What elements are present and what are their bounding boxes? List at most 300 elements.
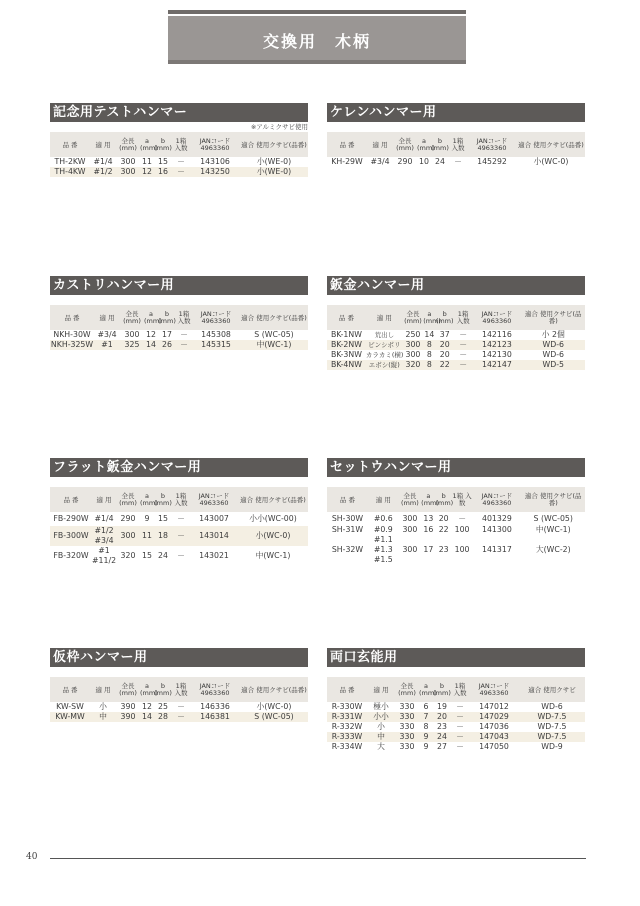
- cell: R-331W: [331, 712, 363, 721]
- col-header: 品 番: [63, 495, 79, 504]
- cell: [368, 545, 399, 565]
- cell: 320: [120, 551, 136, 560]
- cell: WD-7.5: [537, 722, 567, 731]
- cell: #1/4: [93, 157, 113, 166]
- table-header-row: [50, 677, 308, 702]
- cell: 142123: [482, 340, 512, 349]
- cell: 9: [423, 742, 429, 751]
- cell: 小: [377, 722, 385, 731]
- col-header: 適 用: [96, 495, 112, 504]
- col-header: b (mm): [433, 682, 451, 697]
- cell: 37: [439, 330, 450, 339]
- cell: 142116: [482, 330, 512, 339]
- col-header: 適 用: [95, 140, 111, 149]
- table-header-row: [327, 677, 585, 702]
- cell: 小小(WC-00): [249, 514, 297, 523]
- cell: 290: [397, 157, 413, 166]
- cell: －: [177, 157, 185, 166]
- col-header: a (mm): [140, 492, 158, 507]
- col-header: 品 番: [62, 140, 78, 149]
- cell: 17: [423, 545, 434, 554]
- cell: 12: [142, 702, 152, 711]
- table-row: [327, 702, 585, 712]
- cell: 中(WC-1): [255, 551, 291, 560]
- cell: KH-29W: [331, 157, 363, 166]
- cell: 145308: [201, 330, 231, 339]
- col-header: 1箱 入数: [456, 310, 470, 325]
- table-row: [327, 350, 585, 360]
- col-header: 1箱 入数: [177, 310, 191, 325]
- cell: －: [180, 340, 188, 349]
- cell: 300: [405, 340, 421, 349]
- cell: 荒出し: [374, 331, 395, 339]
- cell: KW-MW: [55, 712, 85, 721]
- applicable-line: #3/4: [94, 536, 114, 545]
- col-header: 適合 使用クサビ(品番): [241, 313, 307, 322]
- col-header: a (mm): [144, 310, 162, 325]
- table-row: [50, 702, 308, 712]
- cell: 250: [405, 330, 421, 339]
- table-row: [50, 712, 308, 722]
- table-header-row: [50, 487, 308, 512]
- col-header: 適合 使用クサビ(品番): [518, 140, 584, 149]
- section-kinen: [50, 103, 308, 177]
- cell: カラカミ(横): [365, 351, 404, 359]
- table-row: [50, 157, 308, 167]
- spec-table: [327, 487, 585, 565]
- cell: 16: [423, 525, 434, 534]
- cell: 300: [405, 350, 421, 359]
- cell: KW-SW: [56, 702, 84, 711]
- cell: 143021: [199, 551, 229, 560]
- table-row: [50, 330, 308, 340]
- cell: －: [459, 340, 468, 349]
- cell: 401329: [482, 513, 512, 523]
- col-header: 1箱 入数: [174, 137, 188, 152]
- table-row: [50, 526, 308, 546]
- cell: S (WC-05): [254, 330, 294, 339]
- cell: －: [454, 157, 462, 166]
- table-row: [50, 167, 308, 177]
- cell: 24: [437, 732, 447, 741]
- cell: －: [180, 330, 188, 339]
- col-header: 適合 使用クサビ(品番): [524, 492, 582, 507]
- col-header: 1箱 入数: [453, 682, 467, 697]
- cell: －: [456, 742, 464, 751]
- cell: 20: [439, 350, 450, 359]
- table-row: [327, 545, 585, 565]
- spec-table: [327, 305, 585, 370]
- cell: [92, 546, 116, 566]
- cell: 19: [437, 702, 447, 711]
- cell: 18: [158, 531, 168, 540]
- cell: 8: [426, 340, 432, 349]
- cell: 325: [124, 340, 140, 349]
- cell: #3/4: [370, 157, 390, 166]
- cell: 141300: [482, 525, 512, 534]
- cell: 20: [438, 513, 449, 523]
- cell: －: [177, 702, 185, 711]
- cell: 23: [438, 545, 449, 554]
- cell: 300: [124, 330, 140, 339]
- section-title: フラット鈑金ハンマー用: [50, 458, 308, 477]
- cell: BK-4NW: [330, 360, 362, 369]
- cell: 小(WC-0): [256, 702, 292, 711]
- cell: 300: [402, 525, 418, 534]
- cell: －: [177, 531, 185, 540]
- col-header: 適 用: [375, 495, 391, 504]
- cell: 26: [162, 340, 172, 349]
- table-header-row: [50, 305, 308, 330]
- col-header: 全長 (mm): [404, 310, 422, 325]
- col-header: a (mm): [423, 310, 441, 325]
- cell: 300: [120, 157, 136, 166]
- cell: FB-290W: [53, 514, 89, 523]
- cell: 12: [142, 167, 152, 176]
- section-flat: [50, 458, 308, 566]
- cell: 小(WC-0): [255, 531, 291, 540]
- cell: 極小: [373, 702, 389, 711]
- table-row: [327, 340, 585, 350]
- cell: 小(WE-0): [256, 167, 292, 176]
- col-header: 適 用: [372, 140, 388, 149]
- cell: S (WC-05): [533, 513, 573, 523]
- cell: －: [459, 350, 468, 359]
- col-header: b (mm): [154, 682, 172, 697]
- cell: WD-6: [541, 702, 563, 711]
- section-title: 記念用テストハンマー: [50, 103, 308, 122]
- spec-table: [50, 487, 308, 566]
- col-header: 適合 使用クサビ: [528, 685, 576, 694]
- cell: 300: [402, 513, 418, 523]
- col-header: a (mm): [419, 682, 437, 697]
- section-title: セットウハンマー用: [327, 458, 585, 477]
- cell: 13: [423, 513, 434, 523]
- col-header: JANコード 4963360: [481, 310, 513, 325]
- col-header: a (mm): [421, 492, 439, 507]
- cell: BK-3NW: [330, 350, 362, 359]
- cell: 27: [437, 742, 447, 751]
- cell: TH-2KW: [54, 157, 86, 166]
- section-title: 鈑金ハンマー用: [327, 276, 585, 295]
- table-row: [327, 330, 585, 340]
- col-header: JANコード 4963360: [199, 682, 231, 697]
- section-settou: [327, 458, 585, 565]
- col-header: 全長 (mm): [398, 682, 416, 697]
- col-header: JANコード 4963360: [198, 492, 230, 507]
- banner-title: 交換用 木柄: [262, 31, 371, 51]
- col-header: 適 用: [376, 313, 392, 322]
- cell: 330: [399, 702, 415, 711]
- col-header: 品 番: [339, 140, 355, 149]
- cell: #1/2: [93, 167, 113, 176]
- col-header: 適 用: [99, 313, 115, 322]
- col-header: 全長 (mm): [396, 137, 414, 152]
- cell: －: [456, 712, 464, 721]
- cell: 143250: [200, 167, 230, 176]
- cell: 20: [437, 712, 447, 721]
- cell: WD-7.5: [537, 732, 567, 741]
- cell: 143014: [199, 531, 229, 540]
- col-header: 適合 使用クサビ(品番): [241, 140, 307, 149]
- cell: S (WC-05): [254, 712, 294, 721]
- cell: －: [456, 702, 464, 711]
- cell: R-332W: [331, 722, 363, 731]
- cell: －: [456, 732, 464, 741]
- cell: 330: [399, 742, 415, 751]
- applicable-line: #11/2: [92, 556, 117, 565]
- col-header: b (mm): [431, 137, 449, 152]
- table-row: [327, 360, 585, 370]
- cell: 300: [402, 545, 418, 554]
- cell: R-333W: [331, 732, 363, 741]
- cell: 14: [142, 712, 152, 721]
- cell: WD-6: [542, 340, 564, 349]
- spec-table: [327, 132, 585, 167]
- col-header: JANコード 4963360: [476, 137, 508, 152]
- cell: FB-300W: [53, 531, 89, 540]
- section-title: 仮枠ハンマー用: [50, 648, 308, 667]
- section-keren: [327, 103, 585, 167]
- section-kasutori: [50, 276, 308, 350]
- cell: 小(WE-0): [256, 157, 292, 166]
- cell: 330: [399, 712, 415, 721]
- cell: 25: [158, 702, 168, 711]
- col-header: 品 番: [64, 313, 80, 322]
- col-header: 全長 (mm): [123, 310, 141, 325]
- table-row: [327, 712, 585, 722]
- applicable-line: #0.9: [373, 525, 393, 534]
- col-header: b (mm): [154, 137, 172, 152]
- col-header: b (mm): [158, 310, 176, 325]
- col-header: b (mm): [154, 492, 172, 507]
- cell: 14: [146, 340, 156, 349]
- spec-table: [50, 305, 308, 350]
- cell: 22: [439, 360, 450, 369]
- cell: #1/4: [94, 514, 114, 523]
- cell: 17: [162, 330, 172, 339]
- cell: 小 2個: [541, 330, 565, 339]
- section-title: ケレンハンマー用: [327, 103, 585, 122]
- cell: 147036: [479, 722, 509, 731]
- cell: 9: [144, 514, 150, 523]
- cell: 290: [120, 514, 136, 523]
- cell: SH-30W: [331, 513, 364, 523]
- section-bankin: [327, 276, 585, 370]
- page-banner: [168, 16, 466, 64]
- cell: 147012: [479, 702, 509, 711]
- cell: 9: [423, 732, 429, 741]
- cell: 10: [419, 157, 429, 166]
- table-row: [50, 512, 308, 526]
- cell: 小: [99, 702, 107, 711]
- cell: 100: [454, 525, 470, 534]
- table-header-row: [50, 132, 308, 157]
- cell: 143007: [199, 514, 229, 523]
- cell: 大: [377, 742, 385, 751]
- cell: －: [177, 514, 185, 523]
- cell: 320: [405, 360, 421, 369]
- cell: 11: [142, 157, 152, 166]
- cell: 23: [437, 722, 447, 731]
- col-header: 適 用: [95, 685, 111, 694]
- table-row: [50, 340, 308, 350]
- col-header: 1箱 入数: [174, 492, 188, 507]
- footer-divider: [50, 858, 586, 859]
- cell: 100: [454, 545, 470, 554]
- table-row: [327, 722, 585, 732]
- section-title: 両口玄能用: [327, 648, 585, 667]
- cell: [92, 526, 116, 546]
- cell: WD-9: [541, 742, 563, 751]
- table-row: [327, 742, 585, 752]
- cell: WD-6: [542, 350, 564, 359]
- cell: 中: [99, 712, 107, 721]
- cell: 142147: [482, 360, 512, 369]
- col-header: JANコード 4963360: [478, 682, 510, 697]
- cell: FB-320W: [53, 551, 89, 560]
- cell: －: [177, 712, 185, 721]
- col-header: 全長 (mm): [119, 682, 137, 697]
- cell: 147043: [479, 732, 509, 741]
- cell: 大(WC-2): [535, 545, 571, 554]
- col-header: JANコード 4963360: [481, 492, 513, 507]
- cell: R-330W: [331, 702, 363, 711]
- col-header: 全長 (mm): [119, 137, 137, 152]
- cell: NKH-30W: [53, 330, 91, 339]
- col-header: 品 番: [338, 313, 354, 322]
- cell: －: [177, 551, 185, 560]
- cell: BK-2NW: [330, 340, 362, 349]
- col-header: 適合 使用クサビ(品番): [240, 495, 306, 504]
- col-header: 1箱 入数: [174, 682, 188, 697]
- cell: 22: [438, 525, 449, 534]
- cell: R-334W: [331, 742, 363, 751]
- cell: 小小: [373, 712, 389, 721]
- col-header: 品 番: [62, 685, 78, 694]
- section-ryoguchi: [327, 648, 585, 752]
- spec-table: [50, 677, 308, 722]
- col-header: 適合 使用クサビ(品番): [524, 310, 582, 325]
- cell: 141317: [482, 545, 512, 554]
- cell: 300: [120, 167, 136, 176]
- cell: #0.6: [373, 513, 393, 523]
- cell: 24: [158, 551, 168, 560]
- col-header: 1箱 入数: [452, 492, 472, 507]
- cell: 145315: [201, 340, 231, 349]
- cell: 15: [142, 551, 152, 560]
- applicable-line: #1: [98, 546, 110, 555]
- applicable-line: #1.3: [373, 545, 393, 554]
- spec-table: [327, 677, 585, 752]
- col-header: JANコード 4963360: [200, 310, 232, 325]
- cell: 11: [142, 531, 152, 540]
- cell: エボシ(縦): [368, 361, 400, 369]
- table-header-row: [327, 132, 585, 157]
- cell: 8: [426, 360, 432, 369]
- cell: －: [459, 330, 468, 339]
- cell: 8: [423, 722, 429, 731]
- cell: 147029: [479, 712, 509, 721]
- cell: WD-5: [542, 360, 564, 369]
- col-header: 品 番: [339, 685, 355, 694]
- cell: 145292: [477, 157, 507, 166]
- col-header: a (mm): [140, 137, 158, 152]
- col-header: 全長 (mm): [119, 492, 137, 507]
- cell: 143106: [200, 157, 230, 166]
- cell: 中(WC-1): [535, 525, 571, 534]
- cell: 8: [426, 350, 432, 359]
- col-header: b (mm): [435, 492, 454, 507]
- cell: 20: [439, 340, 450, 349]
- cell: 7: [423, 712, 429, 721]
- cell: 146336: [200, 702, 230, 711]
- cell: BK-1NW: [330, 330, 362, 339]
- cell: 16: [158, 167, 168, 176]
- cell: 147050: [479, 742, 509, 751]
- col-header: 適合 使用クサビ(品番): [241, 685, 307, 694]
- cell: 14: [424, 330, 435, 339]
- table-row: [327, 525, 585, 545]
- table-header-row: [327, 305, 585, 330]
- col-header: b (mm): [435, 310, 454, 325]
- cell: [368, 525, 399, 545]
- cell: 15: [158, 514, 168, 523]
- col-header: 適 用: [373, 685, 389, 694]
- col-header: 1箱 入数: [451, 137, 465, 152]
- table-row: [50, 546, 308, 566]
- cell: 12: [146, 330, 156, 339]
- cell: 中(WC-1): [256, 340, 292, 349]
- table-header-row: [327, 487, 585, 512]
- cell: 中: [377, 732, 385, 741]
- section-note: ※アルミクサビ使用: [250, 123, 308, 131]
- table-row: [327, 512, 585, 525]
- table-row: [327, 157, 585, 167]
- cell: 24: [435, 157, 445, 166]
- cell: 小(WC-0): [533, 157, 569, 166]
- section-karawaku: [50, 648, 308, 722]
- cell: TH-4KW: [54, 167, 86, 176]
- cell: #3/4: [97, 330, 117, 339]
- cell: SH-32W: [331, 545, 364, 554]
- cell: 142130: [482, 350, 512, 359]
- cell: 6: [423, 702, 429, 711]
- cell: 15: [158, 157, 168, 166]
- section-title: カストリハンマー用: [50, 276, 308, 295]
- cell: 146381: [200, 712, 230, 721]
- cell: 330: [399, 732, 415, 741]
- cell: －: [456, 722, 464, 731]
- applicable-line: #1/2: [94, 526, 114, 535]
- cell: NKH-325W: [50, 340, 94, 349]
- cell: 390: [120, 702, 136, 711]
- cell: －: [459, 360, 468, 369]
- cell: －: [177, 167, 185, 176]
- applicable-line: #1.1: [373, 535, 393, 544]
- applicable-line: #1.5: [373, 555, 393, 564]
- col-header: a (mm): [140, 682, 158, 697]
- cell: 390: [120, 712, 136, 721]
- col-header: a (mm): [417, 137, 435, 152]
- cell: －: [458, 513, 466, 523]
- spec-table: [50, 132, 308, 177]
- cell: 300: [120, 531, 136, 540]
- cell: 330: [399, 722, 415, 731]
- col-header: 品 番: [339, 495, 355, 504]
- cell: #1: [101, 340, 113, 349]
- cell: SH-31W: [331, 525, 364, 534]
